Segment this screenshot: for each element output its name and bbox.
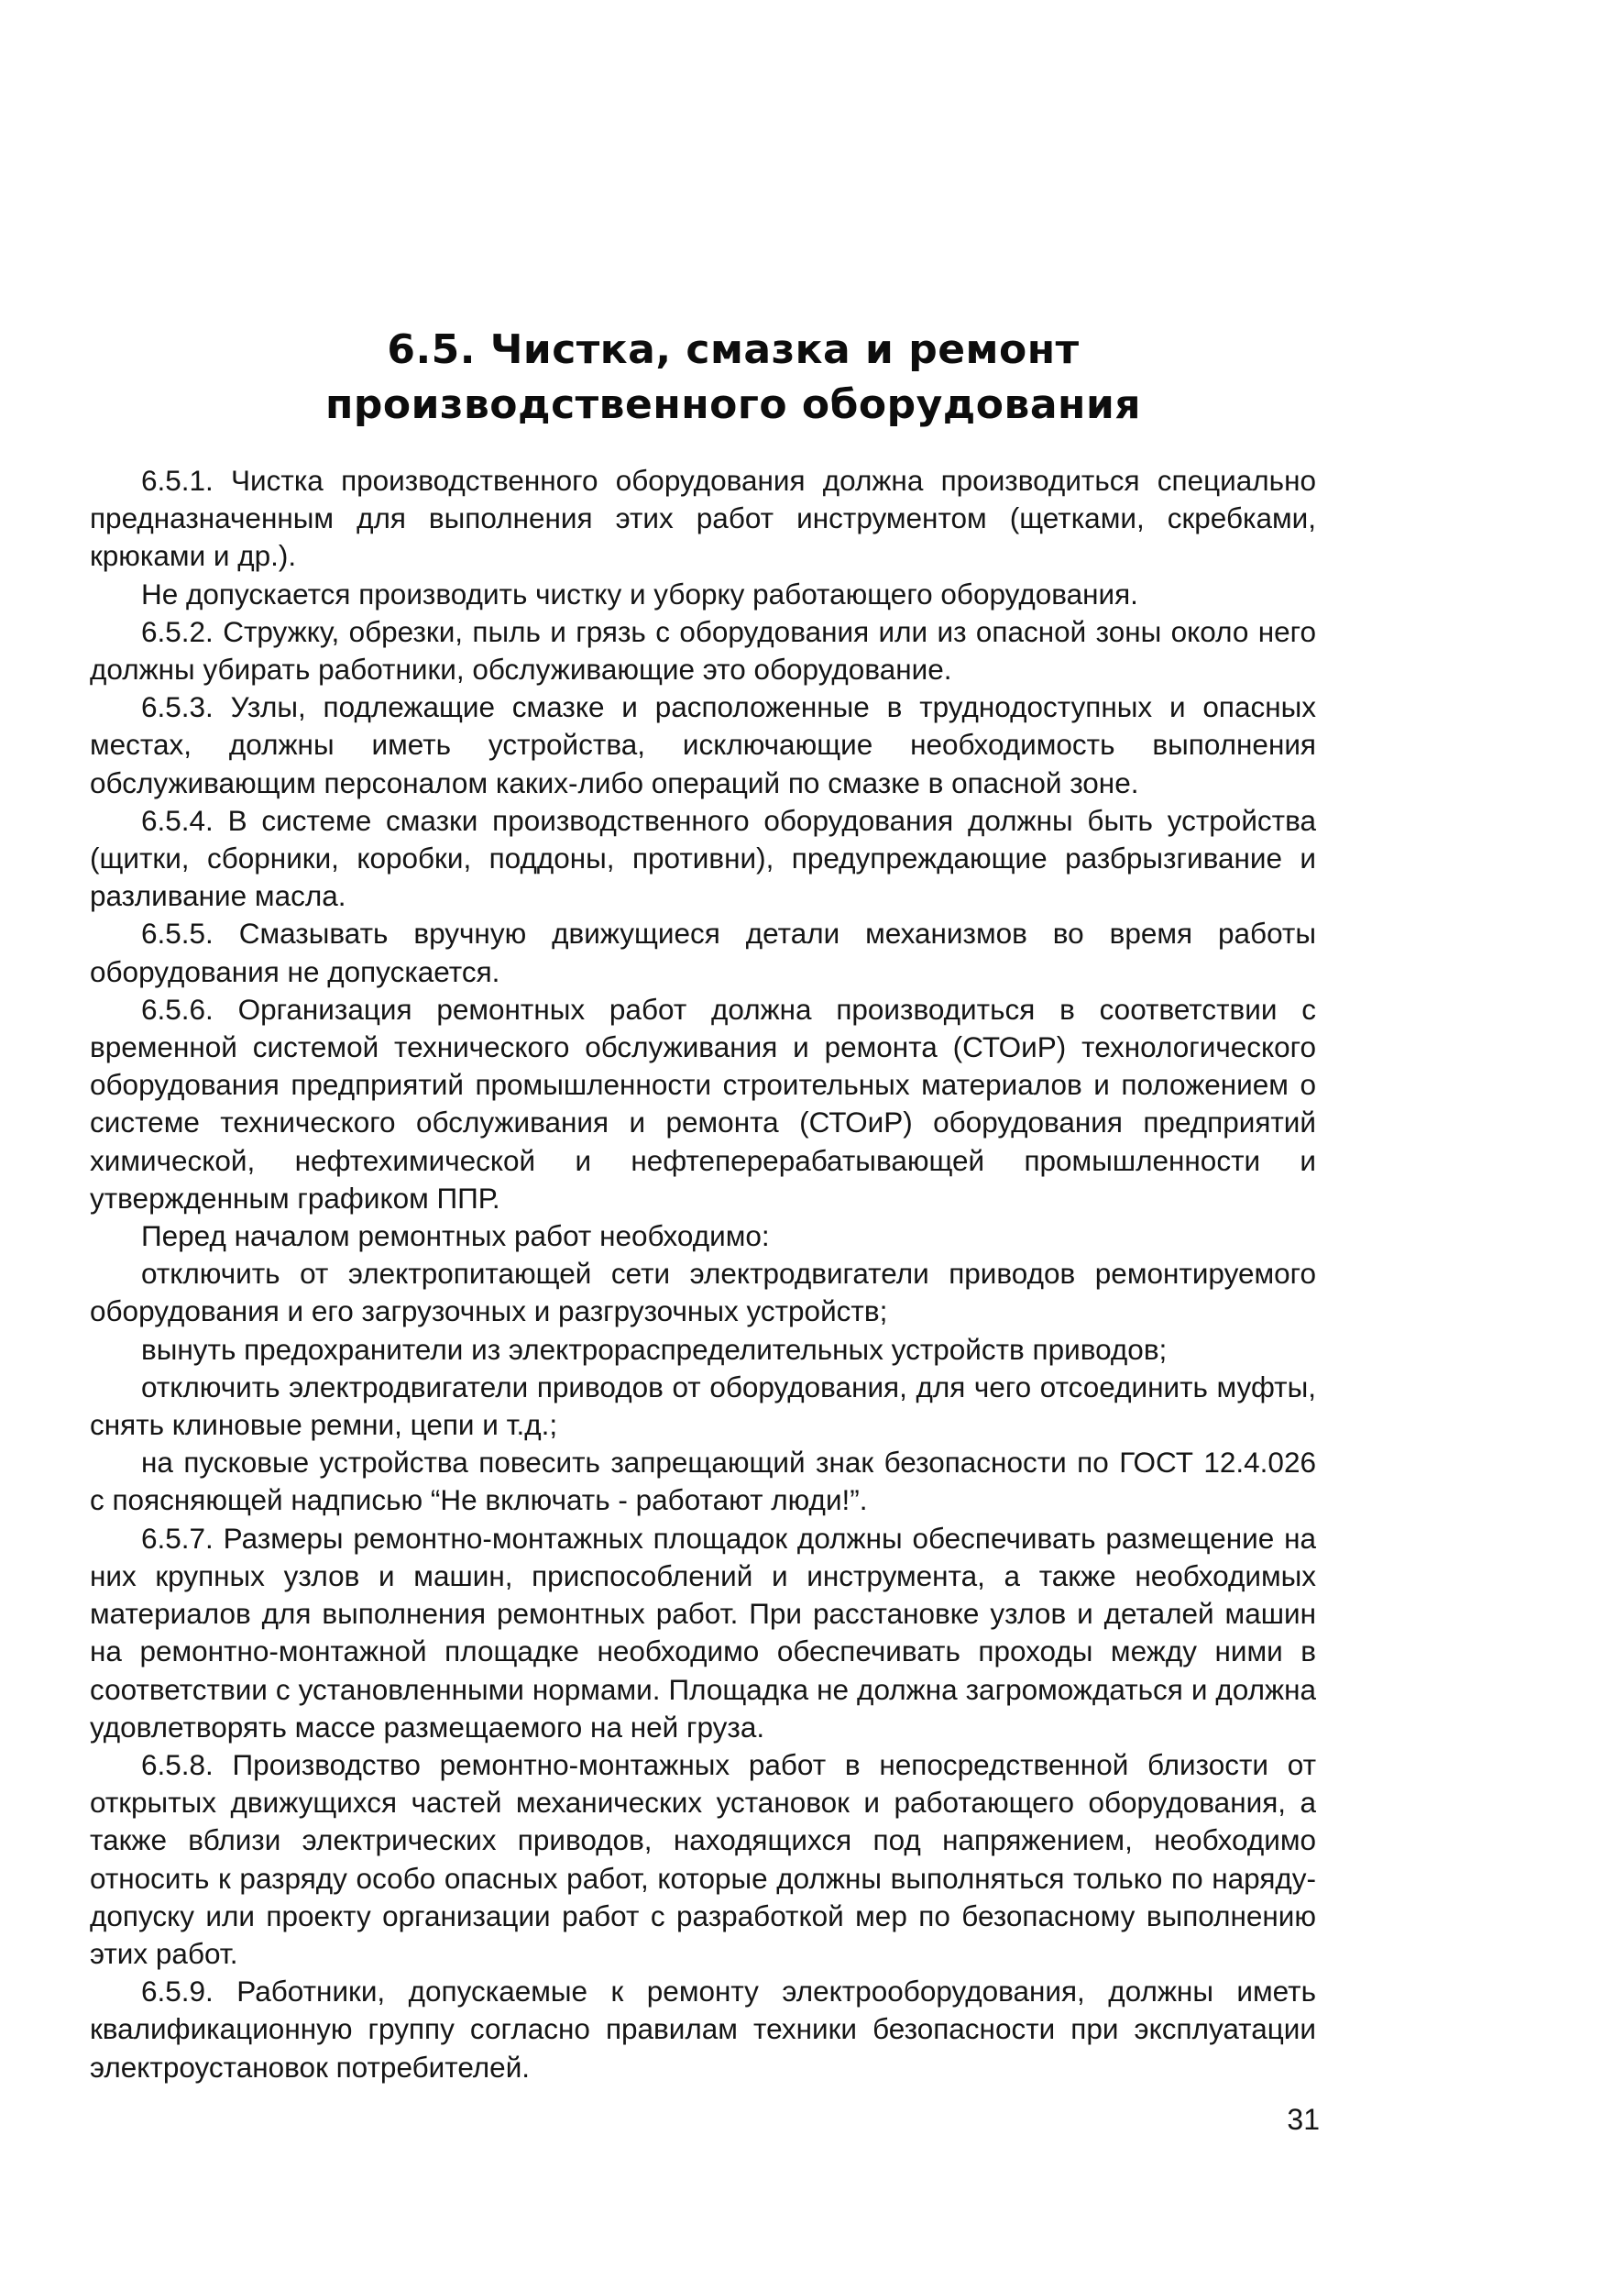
list-item-warning-sign: на пусковые устройства повесить запрещающий знак безопасности по ГОСТ 12.4.026 с поясняющей надписью “Не включать - работают люди!”. — [90, 1446, 1316, 1517]
paragraph-6-5-1: 6.5.1. Чистка производственного оборудования должна производиться специально предназначенным для выполнения этих работ инструментом (щетками, скребками, крюками и др.). — [90, 464, 1316, 573]
list-item-disconnect-power: отключить от электропитающей сети электродвигатели приводов ремонтируемого оборудования и его загрузочных и разгрузочных устройств; — [90, 1257, 1316, 1328]
paragraph-6-5-3: 6.5.3. Узлы, подлежащие смазке и расположенные в труднодоступных и опасных местах, должны иметь устройства, исключающие необходимость выполнения обслуживающим персоналом каких-либо операций по смазке в опасной зоне. — [90, 690, 1316, 799]
paragraph-no-cleaning-running: Не допускается производить чистку и уборку работающего оборудования. — [141, 577, 1138, 611]
paragraph-6-5-4: 6.5.4. В системе смазки производственного оборудования должны быть устройства (щитки, сборники, коробки, поддоны, противни), предупреждающие разбрызгивание и разливание масла. — [90, 803, 1316, 913]
section-heading-line-1: 6.5. Чистка, смазка и ремонт — [387, 326, 1080, 373]
paragraph-6-5-8: 6.5.8. Производство ремонтно-монтажных работ в непосредственной близости от открытых движущихся частей механических установок и работающего оборудования, а также вблизи электрических приводов, находящихся под напряжением, необходимо относить к разряду особо опасных работ, которые должны выполняться только по наряду-допуску или проекту организации работ с разработкой мер по безопасному выполнению этих работ. — [90, 1747, 1316, 1970]
paragraph-6-5-6: 6.5.6. Организация ремонтных работ должна производиться в соответствии с временной системой технического обслуживания и ремонта (СТОиР) технологического оборудования предприятий промышленности строительных материалов и положением о системе технического обслуживания и ремонта (СТОиР) оборудования предприятий химической, нефтехимической и нефтеперерабатывающей промышленности и утвержденным графиком ППР. — [90, 992, 1316, 1215]
paragraph-6-5-9: 6.5.9. Работники, допускаемые к ремонту электрооборудования, должны иметь квалификационную группу согласно правилам техники безопасности при эксплуатации электроустановок потребителей. — [90, 1975, 1316, 2084]
page-number: 31 — [1287, 2103, 1320, 2136]
body-text — [90, 462, 1316, 2086]
list-item-disconnect-motors: отключить электродвигатели приводов от оборудования, для чего отсоединить муфты, снять клиновые ремни, цепи и т.д.; — [90, 1370, 1316, 1442]
section-heading — [275, 323, 1191, 433]
section-heading-line-2: производственного оборудования — [324, 381, 1142, 428]
paragraph-before-repair: Перед началом ремонтных работ необходимо: — [141, 1219, 770, 1253]
list-item-remove-fuses: вынуть предохранители из электрораспределительных устройств приводов; — [141, 1332, 1168, 1366]
paragraph-6-5-7: 6.5.7. Размеры ремонтно-монтажных площадок должны обеспечивать размещение на них крупных узлов и машин, приспособлений и инструмента, а также необходимых материалов для выполнения ремонтных работ. При расстановке узлов и деталей машин на ремонтно-монтажной площадке необходимо обеспечивать проходы между ними в соответствии с установленными нормами. Площадка не должна загромождаться и должна удовлетворять массе размещаемого на ней груза. — [90, 1521, 1316, 1744]
paragraph-6-5-2: 6.5.2. Стружку, обрезки, пыль и грязь с оборудования или из опасной зоны около него должны убирать работники, обслуживающие это оборудование. — [90, 614, 1316, 687]
paragraph-6-5-5: 6.5.5. Смазывать вручную движущиеся детали механизмов во время работы оборудования не допускается. — [90, 917, 1316, 988]
